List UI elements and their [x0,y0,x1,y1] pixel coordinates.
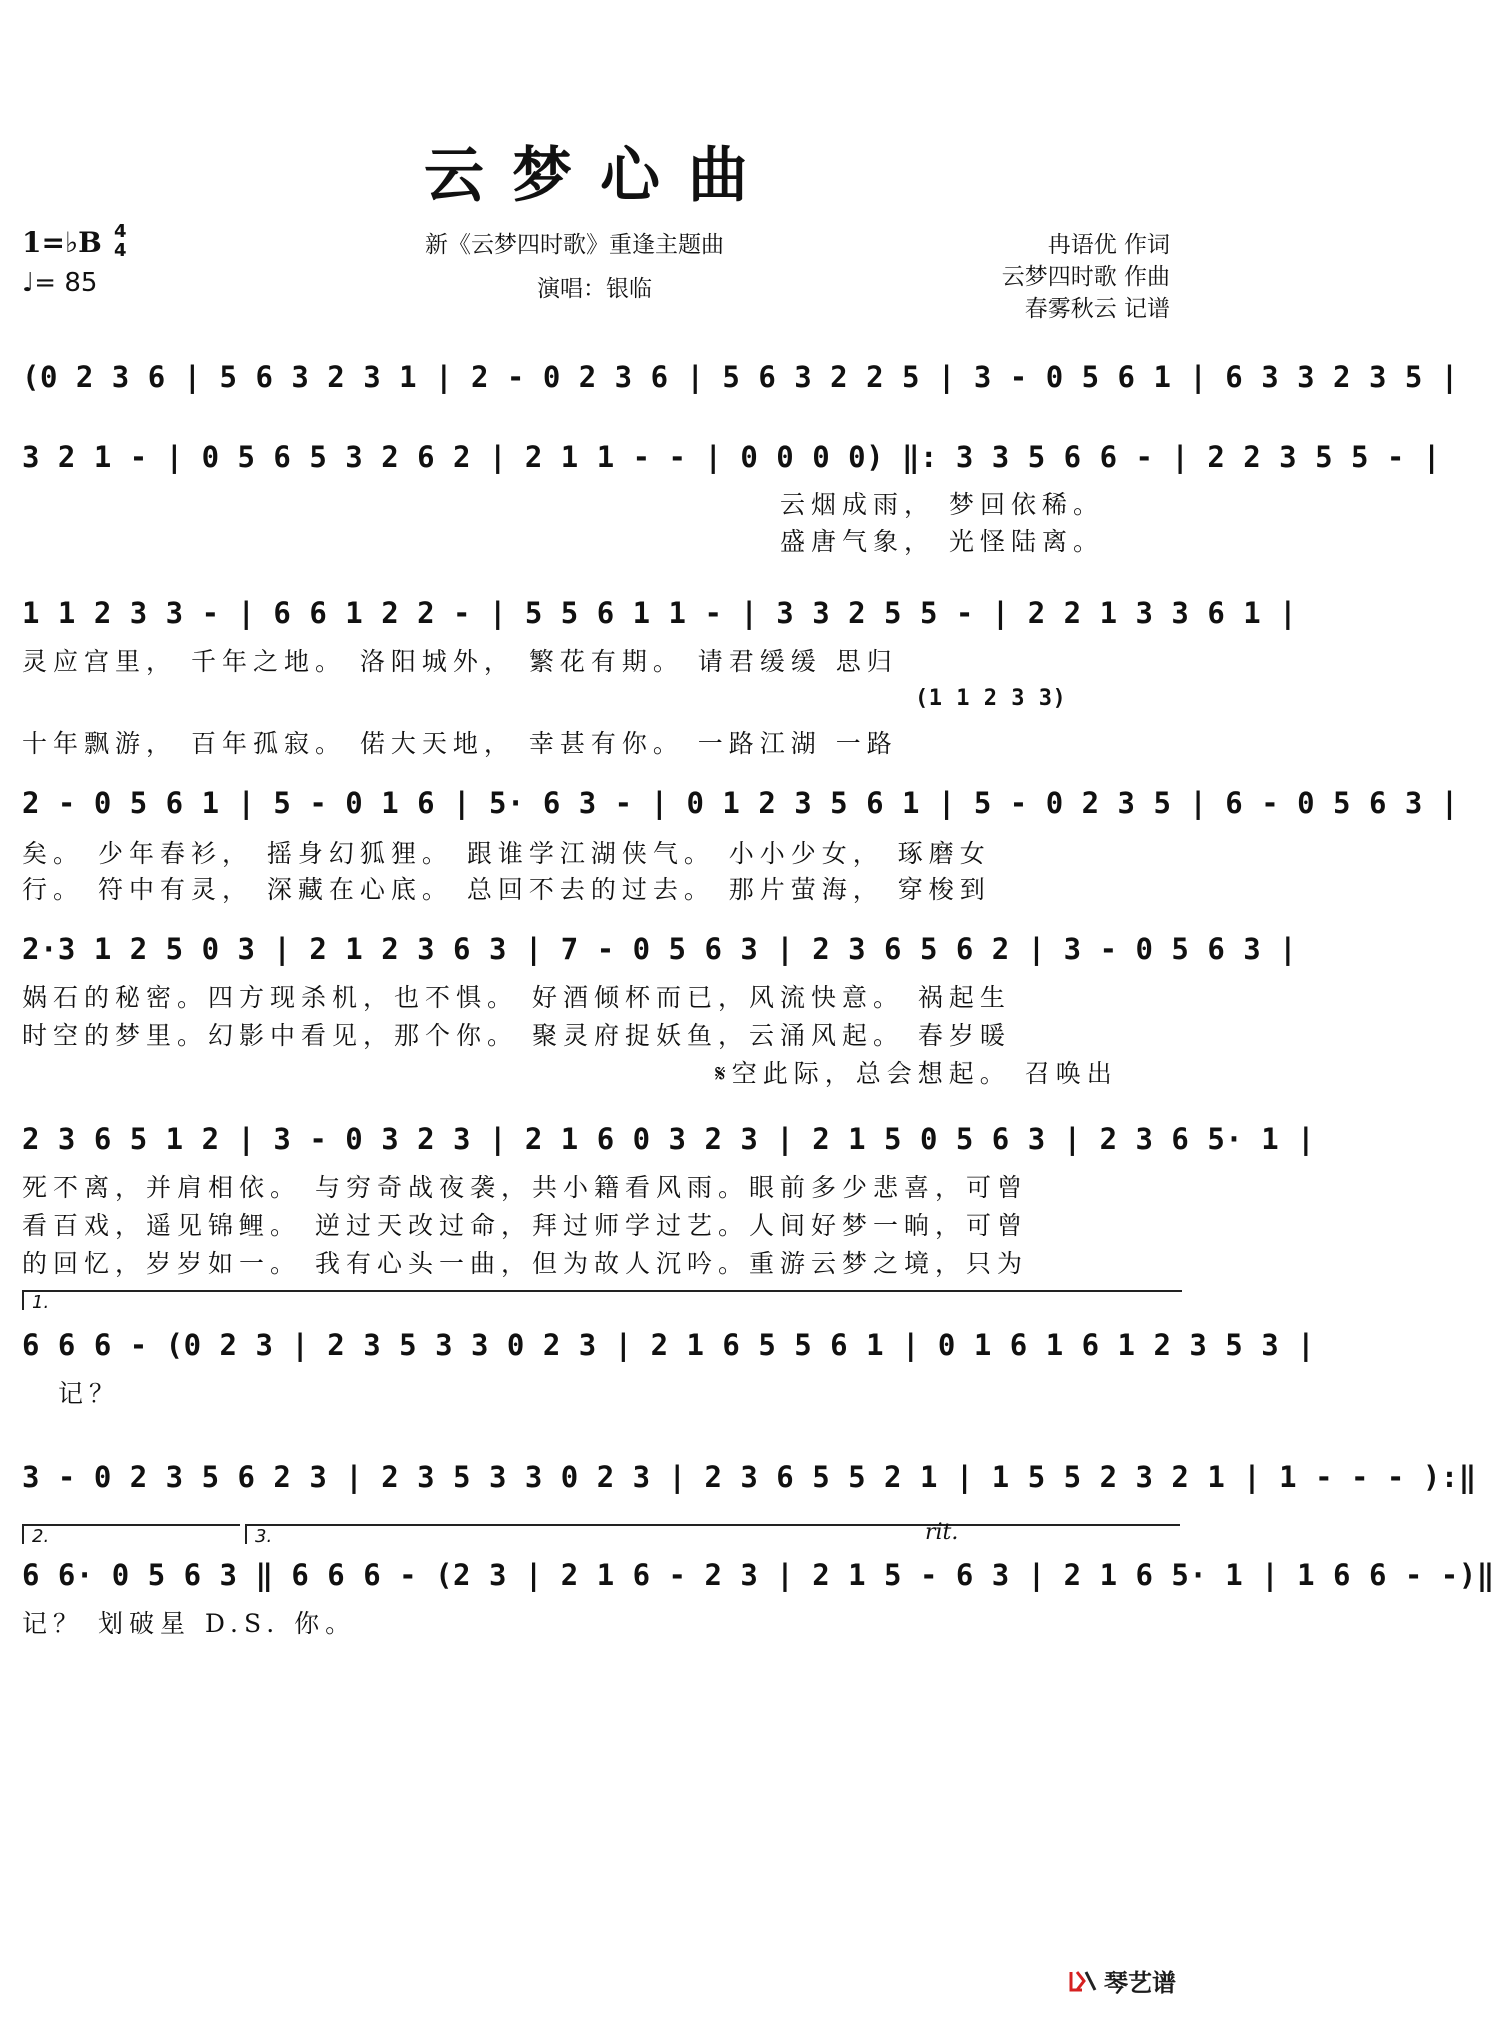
score-row-8: 3 - 0 2 3 5 6 2 3 | 2 3 5 3 3 0 2 3 | 2 3 6 5 5 2 1 | 1 5 5 2 3 2 1 | 1 - - - ):‖ [22,1460,1477,1494]
composer-credit: 云梦四时歌 作曲 [1001,264,1170,290]
lyrics-row-3-verse-1: 灵应宫里， 千年之地。 洛阳城外， 繁花有期。 请君缓缓 思归 [22,647,898,676]
tempo-marking: ♩= 85 [22,268,98,298]
score-row-1: (0 2 3 6 | 5 6 3 2 3 1 | 2 - 0 2 3 6 | 5 6 3 2 2 5 | 3 - 0 5 6 1 | 6 3 3 2 3 5 | [22,360,1459,394]
lyrics-row-9: 记？ 划破星 D.S. 你。 [22,1609,357,1638]
volta-3 [245,1524,1180,1547]
time-sig-top: 4 [114,221,127,242]
ritardando-marking: rit. [925,1520,959,1545]
lyrics-row-6-verse-1: 死不离，并肩相依。 与穷奇战夜袭，共小籍看风雨。眼前多少悲喜，可曾 [22,1173,1028,1202]
time-signature [114,222,127,260]
lyrics-row-5-verse-2: 时空的梦里。幻影中看见，那个你。 聚灵府捉妖鱼，云涌风起。 春岁暖 [22,1021,1011,1050]
lyrics-row-2-verse-2: 盛唐气象， 光怪陆离。 [780,527,1104,556]
lyrics-row-3-verse-2: 十年飘游， 百年孤寂。 偌大天地， 幸甚有你。 一路江湖 一路 [22,729,898,758]
singer: 演唱：银临 [537,276,652,302]
lyrics-row-5-verse-1: 娲石的秘密。四方现杀机，也不惧。 好酒倾杯而已，风流快意。 祸起生 [22,983,1011,1012]
lyrics-row-6-verse-3: 的回忆，岁岁如一。 我有心头一曲，但为故人沉吟。重游云梦之境，只为 [22,1249,1028,1278]
qinyipu-logo-icon [1068,1968,1098,1994]
transcriber-credit: 春雾秋云 记谱 [1024,296,1170,322]
score-row-5: 2·3 1 2 5 0 3 | 2 1 2 3 6 3 | 7 - 0 5 6 3 | 2 3 6 5 6 2 | 3 - 0 5 6 3 | [22,932,1298,966]
time-sig-bottom: 4 [114,240,127,261]
lyricist-credit: 冉语优 作词 [1047,232,1170,258]
score-row-3: 1 1 2 3 3 - | 6 6 1 2 2 - | 5 5 6 1 1 - | 3 3 2 5 5 - | 2 2 1 3 3 6 1 | [22,596,1298,630]
watermark-text: 琴艺谱 [1104,1969,1176,1997]
subtitle: 新《云梦四时歌》重逢主题曲 [425,232,724,258]
score-row-4: 2 - 0 5 6 1 | 5 - 0 1 6 | 5· 6 3 - | 0 1 2 3 5 6 1 | 5 - 0 2 3 5 | 6 - 0 5 6 3 | [22,786,1459,820]
volta-2 [22,1524,240,1547]
lyrics-row-6-verse-2: 看百戏，遥见锦鲤。 逆过天改过命，拜过师学过艺。人间好梦一晌，可曾 [22,1211,1028,1240]
lyrics-row-7: 记？ [58,1379,121,1408]
score-row-2: 3 2 1 - | 0 5 6 5 3 2 6 2 | 2 1 1 - - | 0 0 0 0) ‖: 3 3 5 6 6 - | 2 2 3 5 5 - | [22,440,1441,474]
volta-2-label: 2. [32,1526,50,1547]
key-signature: 1=♭B [22,226,102,259]
watermark [1068,1963,1176,1998]
lyrics-row-5-segno: 𝄋空此际，总会想起。 召唤出 [715,1059,1118,1088]
score-row-6: 2 3 6 5 1 2 | 3 - 0 3 2 3 | 2 1 6 0 3 2 3 | 2 1 5 0 5 6 3 | 2 3 6 5· 1 | [22,1122,1316,1156]
lyrics-row-4-verse-2: 行。 符中有灵， 深藏在心底。 总回不去的过去。 那片萤海， 穿梭到 [22,875,991,904]
lyrics-row-2-verse-1: 云烟成雨， 梦回依稀。 [780,490,1104,519]
score-row-9: 6 6· 0 5 6 3 ‖ 6 6 6 - (2 3 | 2 1 6 - 2 3 | 2 1 5 - 6 3 | 2 1 6 5· 1 | 1 6 6 - -)‖ [22,1558,1495,1592]
volta-1 [22,1290,1182,1313]
alternate-notes: (1 1 2 3 3) [915,686,1067,711]
song-title: 云梦心曲 [424,141,776,211]
score-row-7: 6 6 6 - (0 2 3 | 2 3 5 3 3 0 2 3 | 2 1 6 5 5 6 1 | 0 1 6 1 6 1 2 3 5 3 | [22,1328,1316,1362]
lyrics-row-4-verse-1: 矣。 少年春衫， 摇身幻狐狸。 跟谁学江湖侠气。 小小少女， 琢磨女 [22,839,991,868]
volta-1-label: 1. [32,1292,50,1313]
volta-3-label: 3. [255,1526,273,1547]
